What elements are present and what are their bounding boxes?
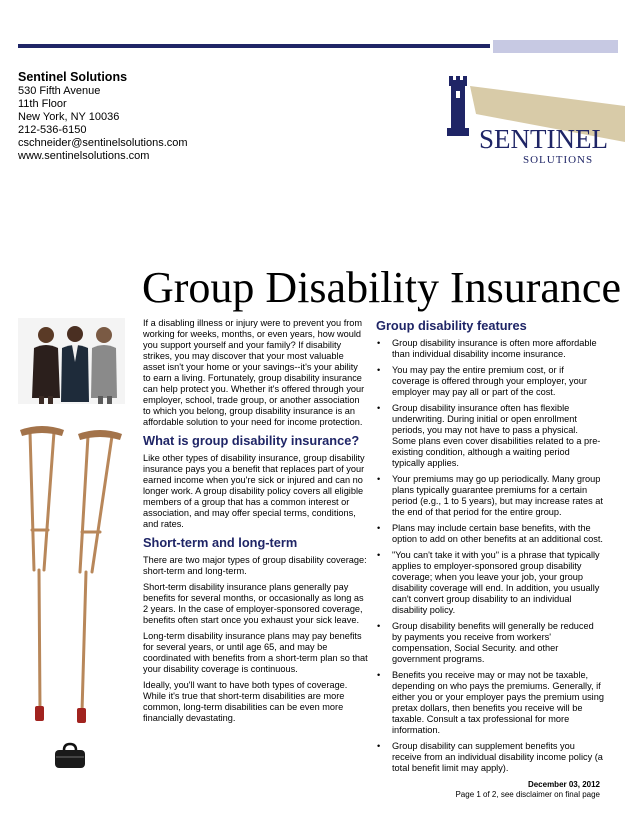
list-item: • Group disability benefits will generally be reduced by payments you receive from workers' compensation, Social Security. and other government programs. — [376, 621, 604, 665]
list-item: • Your premiums may go up periodically. Many group plans typically guarantee premiums for a certain period (e.g., 1 to 5 years), but may increase rates at the end of that period for the entire group. — [376, 474, 604, 518]
paragraph: Like other types of disability insurance, group disability insurance pays you a benefit that replaces part of your earned income when you're sick or injured and can no longer work. A group disability policy covers all eligible members of a group that has a common interest or association, and may offer special terms, conditions, and rates. — [143, 453, 365, 529]
contact-block — [18, 70, 188, 163]
logo-name: SENTINEL — [479, 124, 608, 154]
list-item: • "You can't take it with you" is a phrase that typically applies to employer-sponsored group disability coverage; when you leave your job, your group disability coverage will end. In addition, you usually can't convert group disability to an individual disability policy. — [376, 550, 604, 616]
company-name: Sentinel Solutions — [18, 70, 128, 84]
email-link[interactable]: cschneider@sentinelsolutions.com — [18, 137, 188, 149]
features-column — [376, 318, 604, 779]
page-title: Group Disability Insurance — [142, 263, 621, 312]
list-item: • Benefits you receive may or may not be taxable, depending on who pays the premiums. Generally, if either you or your employer pays the premium using pretax dollars, then benefits you receive will be taxable. Consult a tax professional for more information. — [376, 670, 604, 736]
footer-date: December 03, 2012 — [527, 780, 600, 789]
paragraph: Ideally, you'll want to have both types of coverage. While it's true that short-term disabilities are more common, long-term disabilities can be even more financially devastating. — [143, 680, 348, 723]
intro-paragraph: If a disabling illness or injury were to prevent you from working for weeks, months, or even years, how would you support yourself and your family? If disability strikes, you may discover that your most valuable asset isn't your home or your savings--it's your ability to earn a living. Fortunately, group disability insurance can help protect you. Whether it's offered through your employer, school, trade group, or another association to which you belong, group disability insurance is an affordable solution to your need for income protection. — [143, 318, 365, 427]
header-rule — [18, 44, 490, 48]
address-line: 11th Floor — [18, 98, 67, 110]
main-column — [143, 318, 368, 729]
phone: 212-536-6150 — [18, 124, 87, 136]
footer — [455, 780, 600, 800]
paragraph: Short-term disability insurance plans generally pay benefits for several months, or occasionally as long as 2 years. In the case of employer-sponsored coverage, benefits often start once you exhaust your sick leave. — [143, 582, 364, 625]
paragraph: Long-term disability insurance plans may pay benefits for several years, or until age 65, and may be coordinated with benefits from a short-term plan so that your disability coverage is continuous. — [143, 631, 368, 674]
address-line: 530 Fifth Avenue — [18, 85, 101, 97]
section-heading: Group disability features — [376, 318, 527, 333]
feature-list — [376, 338, 604, 774]
list-item: • Group disability insurance often has flexible underwriting. During initial or open enrollment periods, you may not have to pass a physical. Some plans even cover disabilities related to a pre-existing condition, although a waiting period typically applies. — [376, 403, 604, 469]
doctor-bag-icon — [52, 742, 88, 772]
sentinel-logo — [440, 70, 625, 170]
section-heading: What is group disability insurance? — [143, 433, 360, 448]
address-line: New York, NY 10036 — [18, 111, 120, 123]
list-item: • Plans may include certain base benefits, with the option to add on other benefits at an additional cost. — [376, 523, 604, 545]
list-item: • Group disability insurance is often more affordable than individual disability income insurance. — [376, 338, 604, 360]
crutches-image — [18, 420, 128, 730]
paragraph: There are two major types of group disability coverage: short-term and long-term. — [143, 555, 367, 576]
list-item: • Group disability can supplement benefits you receive from an individual disability income policy (a total benefit limit may apply). — [376, 741, 604, 774]
tower-icon — [447, 76, 469, 136]
business-people-photo — [18, 318, 125, 404]
footer-page: Page 1 of 2, see disclaimer on final page — [455, 790, 600, 799]
section-heading: Short-term and long-term — [143, 535, 298, 550]
list-item: • You may pay the entire premium cost, or if coverage is offered through your employer, your employer may pay all or part of the cost. — [376, 365, 604, 398]
logo-tagline: SOLUTIONS — [523, 154, 594, 166]
header-tab — [493, 40, 618, 53]
website-link[interactable]: www.sentinelsolutions.com — [18, 150, 150, 162]
